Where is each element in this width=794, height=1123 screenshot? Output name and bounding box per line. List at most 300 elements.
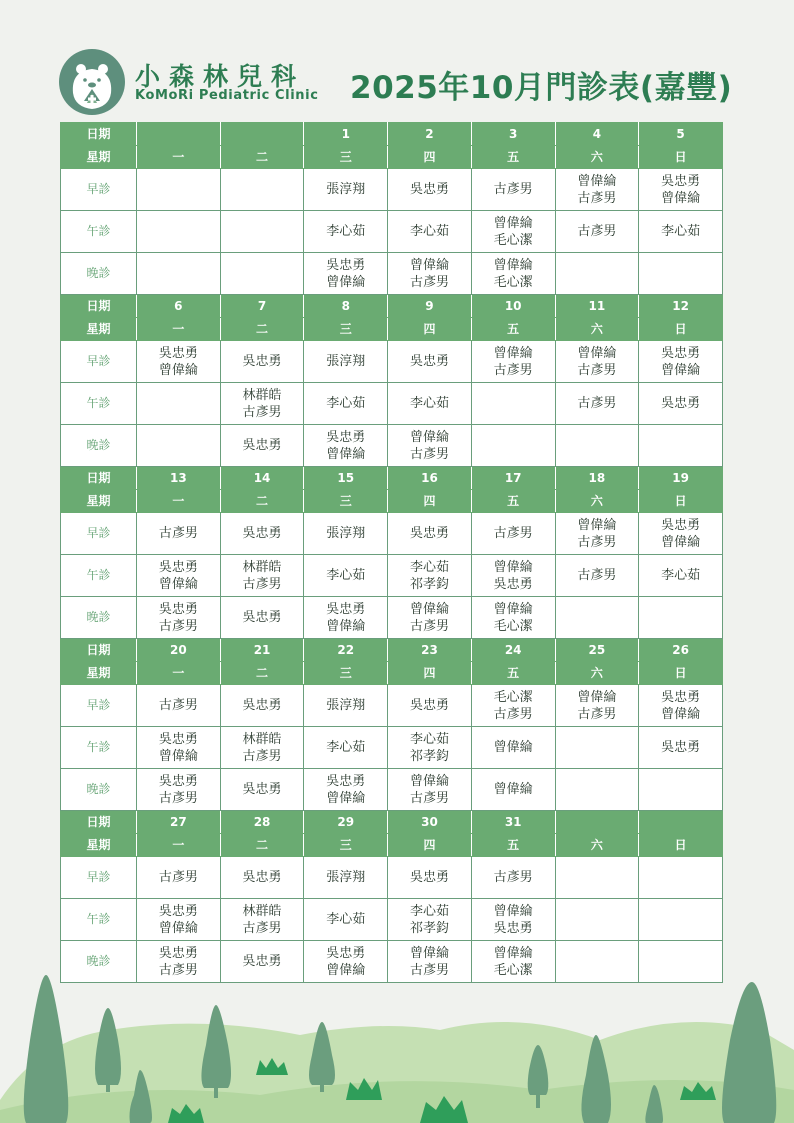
evening-session-row xyxy=(61,597,723,639)
session-label: 早診 xyxy=(61,857,137,899)
doctor-name: 曾偉綸 xyxy=(326,618,366,634)
doctor-cell xyxy=(388,253,472,295)
doctor-name: 曾偉綸 xyxy=(661,706,701,722)
doctor-name: 吳忠勇 xyxy=(158,731,198,747)
doctor-name: 吳忠勇 xyxy=(242,954,282,969)
doctor-name: 李心茹 xyxy=(326,740,366,755)
morning-session-row xyxy=(61,685,723,727)
doctor-name: 吳忠勇 xyxy=(326,945,366,961)
weekday-cell: 六 xyxy=(555,318,639,341)
session-label: 晚診 xyxy=(61,425,137,467)
doctor-name: 吳忠勇 xyxy=(326,773,366,789)
schedule-table xyxy=(60,122,723,983)
doctor-name: 吳忠勇 xyxy=(409,870,449,885)
doctor-cell xyxy=(220,383,304,425)
doctor-name: 古彥男 xyxy=(242,920,282,936)
date-cell: 1 xyxy=(304,123,388,146)
morning-session-row xyxy=(61,513,723,555)
weekday-label: 星期 xyxy=(61,662,137,685)
afternoon-session-row xyxy=(61,899,723,941)
date-row xyxy=(61,639,723,662)
date-cell: 17 xyxy=(471,467,555,490)
forest-background xyxy=(0,960,794,1123)
doctor-name: 吳忠勇 xyxy=(158,945,198,961)
doctor-cell xyxy=(388,899,472,941)
doctor-cell xyxy=(639,769,723,811)
doctor-cell xyxy=(137,169,221,211)
doctor-name: 古彥男 xyxy=(493,182,533,197)
weekday-cell: 日 xyxy=(639,834,723,857)
doctor-name: 曾偉綸 xyxy=(326,446,366,462)
doctor-cell xyxy=(555,383,639,425)
doctor-cell xyxy=(137,857,221,899)
doctor-cell xyxy=(304,169,388,211)
weekday-row xyxy=(61,146,723,169)
doctor-name: 祁孝鈞 xyxy=(409,920,449,936)
doctor-cell xyxy=(220,857,304,899)
doctor-cell xyxy=(137,425,221,467)
weekday-label: 星期 xyxy=(61,318,137,341)
weekday-cell: 五 xyxy=(471,146,555,169)
weekday-cell: 三 xyxy=(304,318,388,341)
doctor-name: 吳忠勇 xyxy=(158,345,198,361)
doctor-name: 吳忠勇 xyxy=(326,601,366,617)
doctor-name: 張淳翔 xyxy=(326,526,366,541)
doctor-cell xyxy=(137,899,221,941)
doctor-name: 古彥男 xyxy=(242,748,282,764)
date-row xyxy=(61,295,723,318)
doctor-name: 吳忠勇 xyxy=(409,526,449,541)
doctor-cell xyxy=(471,597,555,639)
doctor-name: 古彥男 xyxy=(493,870,533,885)
date-cell: 12 xyxy=(639,295,723,318)
doctor-name: 曾偉綸 xyxy=(493,903,533,919)
doctor-name: 古彥男 xyxy=(409,962,449,978)
doctor-name: 李心茹 xyxy=(326,396,366,411)
doctor-cell xyxy=(220,425,304,467)
doctor-cell xyxy=(639,857,723,899)
doctor-name: 吳忠勇 xyxy=(242,698,282,713)
doctor-cell xyxy=(639,555,723,597)
doctor-name: 李心茹 xyxy=(326,912,366,927)
doctor-cell xyxy=(471,769,555,811)
doctor-name: 曾偉綸 xyxy=(661,362,701,378)
doctor-name: 林群皓 xyxy=(242,559,282,575)
doctor-name: 毛心潔 xyxy=(493,274,533,290)
doctor-name: 吳忠勇 xyxy=(242,526,282,541)
doctor-cell xyxy=(304,727,388,769)
doctor-cell xyxy=(220,555,304,597)
doctor-name: 曾偉綸 xyxy=(493,601,533,617)
doctor-name: 吳忠勇 xyxy=(242,782,282,797)
session-label: 晚診 xyxy=(61,597,137,639)
weekday-cell: 四 xyxy=(388,146,472,169)
weekday-cell: 日 xyxy=(639,662,723,685)
brand-name-cn: 小森林兒科 xyxy=(135,62,306,91)
weekday-cell: 一 xyxy=(137,662,221,685)
date-cell: 18 xyxy=(555,467,639,490)
doctor-cell xyxy=(555,597,639,639)
date-cell xyxy=(639,811,723,834)
doctor-name: 古彥男 xyxy=(242,404,282,420)
page-title: 2025年10月門診表(嘉豐) xyxy=(350,70,733,106)
doctor-name: 吳忠勇 xyxy=(242,354,282,369)
doctor-cell xyxy=(555,253,639,295)
doctor-name: 祁孝鈞 xyxy=(409,748,449,764)
afternoon-session-row xyxy=(61,727,723,769)
doctor-cell xyxy=(304,513,388,555)
doctor-name: 吳忠勇 xyxy=(326,429,366,445)
doctor-cell xyxy=(639,685,723,727)
date-row xyxy=(61,123,723,146)
date-label: 日期 xyxy=(61,467,137,490)
doctor-name: 曾偉綸 xyxy=(409,429,449,445)
weekday-cell: 六 xyxy=(555,146,639,169)
weekday-cell: 四 xyxy=(388,318,472,341)
weekday-cell: 六 xyxy=(555,834,639,857)
doctor-name: 林群皓 xyxy=(242,731,282,747)
doctor-name: 張淳翔 xyxy=(326,870,366,885)
date-cell: 19 xyxy=(639,467,723,490)
doctor-name: 古彥男 xyxy=(577,568,617,583)
doctor-cell xyxy=(471,341,555,383)
weekday-row xyxy=(61,490,723,513)
doctor-name: 曾偉綸 xyxy=(577,173,617,189)
weekday-cell: 一 xyxy=(137,318,221,341)
session-label: 早診 xyxy=(61,685,137,727)
date-cell: 24 xyxy=(471,639,555,662)
doctor-name: 毛心潔 xyxy=(493,618,533,634)
date-cell: 11 xyxy=(555,295,639,318)
doctor-cell xyxy=(639,899,723,941)
session-label: 午診 xyxy=(61,899,137,941)
doctor-name: 古彥男 xyxy=(158,526,198,541)
doctor-cell xyxy=(137,341,221,383)
date-cell: 20 xyxy=(137,639,221,662)
weekday-cell: 四 xyxy=(388,490,472,513)
date-cell: 10 xyxy=(471,295,555,318)
session-label: 早診 xyxy=(61,341,137,383)
session-label: 午診 xyxy=(61,555,137,597)
doctor-name: 祁孝鈞 xyxy=(409,576,449,592)
doctor-name: 吳忠勇 xyxy=(158,601,198,617)
doctor-name: 曾偉綸 xyxy=(493,215,533,231)
date-cell: 22 xyxy=(304,639,388,662)
date-cell: 6 xyxy=(137,295,221,318)
date-row xyxy=(61,467,723,490)
doctor-name: 古彥男 xyxy=(158,698,198,713)
weekday-cell: 一 xyxy=(137,834,221,857)
weekday-cell: 三 xyxy=(304,834,388,857)
doctor-name: 李心茹 xyxy=(409,396,449,411)
doctor-name: 古彥男 xyxy=(493,362,533,378)
bear-logo-icon xyxy=(59,49,125,115)
doctor-name: 張淳翔 xyxy=(326,182,366,197)
doctor-name: 曾偉綸 xyxy=(577,517,617,533)
session-label: 午診 xyxy=(61,211,137,253)
doctor-cell xyxy=(639,383,723,425)
weekday-row xyxy=(61,318,723,341)
weekday-cell: 日 xyxy=(639,318,723,341)
doctor-cell xyxy=(555,555,639,597)
weekday-label: 星期 xyxy=(61,146,137,169)
session-label: 晚診 xyxy=(61,941,137,983)
doctor-name: 古彥男 xyxy=(158,790,198,806)
doctor-cell xyxy=(471,513,555,555)
date-cell: 28 xyxy=(220,811,304,834)
doctor-cell xyxy=(137,513,221,555)
weekday-cell: 四 xyxy=(388,834,472,857)
doctor-name: 曾偉綸 xyxy=(326,790,366,806)
doctor-name: 吳忠勇 xyxy=(661,689,701,705)
doctor-name: 曾偉綸 xyxy=(493,782,533,797)
doctor-name: 吳忠勇 xyxy=(158,559,198,575)
doctor-cell xyxy=(220,597,304,639)
doctor-cell xyxy=(304,555,388,597)
weekday-cell: 五 xyxy=(471,834,555,857)
doctor-cell xyxy=(388,383,472,425)
doctor-name: 曾偉綸 xyxy=(158,748,198,764)
weekday-cell: 二 xyxy=(220,490,304,513)
doctor-name: 吳忠勇 xyxy=(242,438,282,453)
doctor-cell xyxy=(220,727,304,769)
doctor-cell xyxy=(555,211,639,253)
doctor-cell xyxy=(555,727,639,769)
doctor-cell xyxy=(304,597,388,639)
weekday-cell: 三 xyxy=(304,490,388,513)
doctor-name: 李心茹 xyxy=(661,568,701,583)
weekday-cell: 二 xyxy=(220,318,304,341)
doctor-name: 古彥男 xyxy=(158,618,198,634)
doctor-name: 古彥男 xyxy=(577,396,617,411)
afternoon-session-row xyxy=(61,383,723,425)
doctor-cell xyxy=(471,857,555,899)
doctor-cell xyxy=(304,685,388,727)
session-label: 晚診 xyxy=(61,253,137,295)
date-label: 日期 xyxy=(61,295,137,318)
doctor-name: 曾偉綸 xyxy=(493,345,533,361)
doctor-name: 古彥男 xyxy=(158,870,198,885)
doctor-name: 吳忠勇 xyxy=(661,517,701,533)
weekday-label: 星期 xyxy=(61,834,137,857)
weekday-cell: 二 xyxy=(220,662,304,685)
doctor-name: 古彥男 xyxy=(409,618,449,634)
morning-session-row xyxy=(61,341,723,383)
doctor-name: 李心茹 xyxy=(326,224,366,239)
session-label: 早診 xyxy=(61,513,137,555)
afternoon-session-row xyxy=(61,211,723,253)
doctor-cell xyxy=(304,857,388,899)
doctor-name: 吳忠勇 xyxy=(158,903,198,919)
doctor-cell xyxy=(555,425,639,467)
doctor-name: 古彥男 xyxy=(577,224,617,239)
doctor-name: 李心茹 xyxy=(409,731,449,747)
doctor-cell xyxy=(555,769,639,811)
doctor-cell xyxy=(555,685,639,727)
doctor-cell xyxy=(137,769,221,811)
date-label: 日期 xyxy=(61,123,137,146)
doctor-name: 林群皓 xyxy=(242,387,282,403)
doctor-name: 吳忠勇 xyxy=(409,182,449,197)
doctor-cell xyxy=(220,169,304,211)
doctor-cell xyxy=(471,685,555,727)
weekday-cell: 一 xyxy=(137,146,221,169)
doctor-cell xyxy=(388,513,472,555)
doctor-name: 曾偉綸 xyxy=(158,362,198,378)
doctor-name: 林群皓 xyxy=(242,903,282,919)
doctor-cell xyxy=(555,169,639,211)
doctor-name: 古彥男 xyxy=(493,706,533,722)
weekday-label: 星期 xyxy=(61,490,137,513)
doctor-name: 曾偉綸 xyxy=(326,962,366,978)
weekday-cell: 三 xyxy=(304,146,388,169)
date-row xyxy=(61,811,723,834)
doctor-name: 李心茹 xyxy=(409,559,449,575)
doctor-name: 曾偉綸 xyxy=(158,920,198,936)
doctor-cell xyxy=(220,513,304,555)
date-cell: 23 xyxy=(388,639,472,662)
doctor-name: 曾偉綸 xyxy=(661,534,701,550)
doctor-cell xyxy=(639,253,723,295)
doctor-cell xyxy=(220,341,304,383)
doctor-name: 曾偉綸 xyxy=(493,740,533,755)
doctor-name: 曾偉綸 xyxy=(577,689,617,705)
session-label: 早診 xyxy=(61,169,137,211)
doctor-name: 張淳翔 xyxy=(326,354,366,369)
doctor-cell xyxy=(388,727,472,769)
doctor-name: 古彥男 xyxy=(493,526,533,541)
doctor-name: 吳忠勇 xyxy=(242,610,282,625)
doctor-name: 曾偉綸 xyxy=(158,576,198,592)
weekday-cell: 三 xyxy=(304,662,388,685)
date-cell xyxy=(555,811,639,834)
doctor-cell xyxy=(137,211,221,253)
date-cell: 30 xyxy=(388,811,472,834)
doctor-name: 李心茹 xyxy=(409,224,449,239)
doctor-name: 李心茹 xyxy=(326,568,366,583)
doctor-name: 吳忠勇 xyxy=(409,354,449,369)
date-cell: 9 xyxy=(388,295,472,318)
doctor-cell xyxy=(388,341,472,383)
doctor-name: 曾偉綸 xyxy=(409,601,449,617)
date-cell: 13 xyxy=(137,467,221,490)
date-label: 日期 xyxy=(61,811,137,834)
date-label: 日期 xyxy=(61,639,137,662)
doctor-name: 古彥男 xyxy=(577,706,617,722)
doctor-name: 曾偉綸 xyxy=(409,257,449,273)
weekday-cell: 五 xyxy=(471,318,555,341)
doctor-cell xyxy=(639,341,723,383)
doctor-cell xyxy=(388,211,472,253)
doctor-cell xyxy=(137,253,221,295)
doctor-cell xyxy=(137,383,221,425)
doctor-cell xyxy=(388,685,472,727)
doctor-cell xyxy=(388,555,472,597)
doctor-name: 古彥男 xyxy=(242,576,282,592)
date-cell: 5 xyxy=(639,123,723,146)
doctor-cell xyxy=(471,727,555,769)
doctor-name: 曾偉綸 xyxy=(577,345,617,361)
doctor-name: 曾偉綸 xyxy=(493,559,533,575)
doctor-cell xyxy=(471,383,555,425)
doctor-name: 毛心潔 xyxy=(493,232,533,248)
date-cell: 4 xyxy=(555,123,639,146)
doctor-cell xyxy=(471,899,555,941)
doctor-cell xyxy=(555,857,639,899)
weekday-cell: 一 xyxy=(137,490,221,513)
doctor-name: 毛心潔 xyxy=(493,689,533,705)
doctor-name: 曾偉綸 xyxy=(409,945,449,961)
date-cell: 15 xyxy=(304,467,388,490)
date-cell: 29 xyxy=(304,811,388,834)
doctor-name: 吳忠勇 xyxy=(661,396,701,411)
date-cell: 3 xyxy=(471,123,555,146)
date-cell: 21 xyxy=(220,639,304,662)
doctor-name: 曾偉綸 xyxy=(661,190,701,206)
doctor-cell xyxy=(388,169,472,211)
session-label: 晚診 xyxy=(61,769,137,811)
doctor-name: 古彥男 xyxy=(577,534,617,550)
weekday-row xyxy=(61,662,723,685)
session-label: 午診 xyxy=(61,727,137,769)
doctor-cell xyxy=(639,211,723,253)
doctor-cell xyxy=(388,857,472,899)
evening-session-row xyxy=(61,253,723,295)
doctor-cell xyxy=(555,513,639,555)
session-label: 午診 xyxy=(61,383,137,425)
doctor-cell xyxy=(471,555,555,597)
afternoon-session-row xyxy=(61,555,723,597)
doctor-name: 吳忠勇 xyxy=(661,740,701,755)
evening-session-row xyxy=(61,425,723,467)
morning-session-row xyxy=(61,169,723,211)
doctor-name: 古彥男 xyxy=(409,274,449,290)
doctor-name: 曾偉綸 xyxy=(409,773,449,789)
doctor-cell xyxy=(220,211,304,253)
weekday-cell: 二 xyxy=(220,834,304,857)
doctor-cell xyxy=(639,169,723,211)
doctor-cell xyxy=(220,253,304,295)
weekday-cell: 五 xyxy=(471,490,555,513)
doctor-cell xyxy=(639,513,723,555)
doctor-name: 古彥男 xyxy=(577,362,617,378)
date-cell: 31 xyxy=(471,811,555,834)
date-cell: 7 xyxy=(220,295,304,318)
doctor-cell xyxy=(639,425,723,467)
doctor-name: 曾偉綸 xyxy=(493,945,533,961)
doctor-name: 古彥男 xyxy=(409,446,449,462)
doctor-name: 吳忠勇 xyxy=(242,870,282,885)
doctor-cell xyxy=(304,769,388,811)
doctor-name: 曾偉綸 xyxy=(493,257,533,273)
header xyxy=(0,0,794,122)
date-cell: 26 xyxy=(639,639,723,662)
doctor-cell xyxy=(471,253,555,295)
weekday-cell: 六 xyxy=(555,490,639,513)
doctor-cell xyxy=(471,211,555,253)
doctor-cell xyxy=(137,685,221,727)
date-cell xyxy=(137,123,221,146)
doctor-name: 吳忠勇 xyxy=(493,576,533,592)
doctor-name: 古彥男 xyxy=(158,962,198,978)
doctor-cell xyxy=(220,899,304,941)
doctor-name: 吳忠勇 xyxy=(661,173,701,189)
doctor-cell xyxy=(304,899,388,941)
doctor-cell xyxy=(304,341,388,383)
doctor-cell xyxy=(555,899,639,941)
doctor-name: 李心茹 xyxy=(661,224,701,239)
doctor-cell xyxy=(388,597,472,639)
